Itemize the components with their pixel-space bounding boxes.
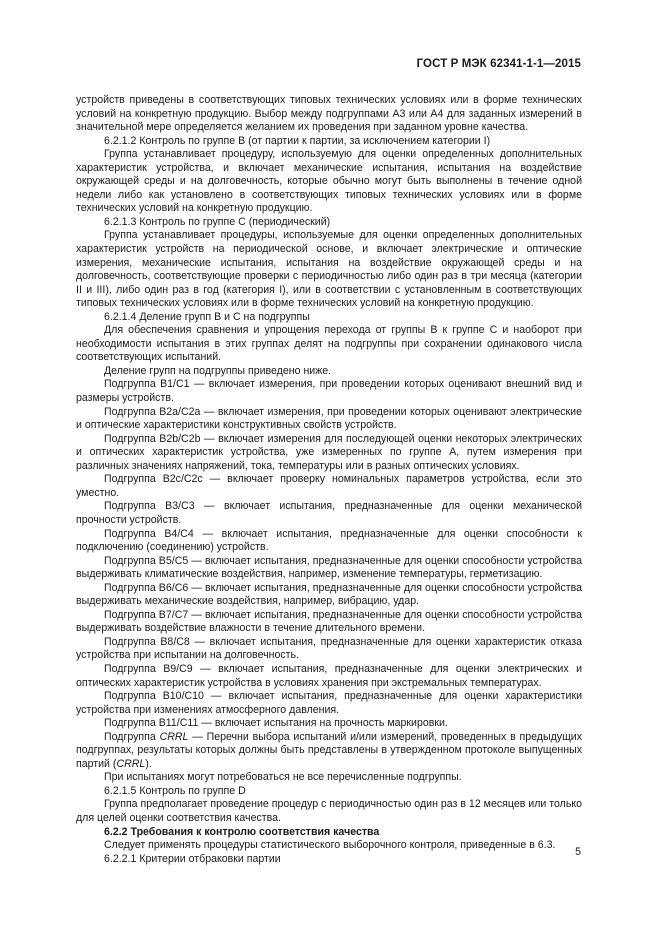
- document-body: [76, 94, 582, 866]
- subgroup-item: Подгруппа В7/С7 — включает испытания, предназначенные для оценки способности устройства выдерживать воздействие влажности в течение длительного времени.: [76, 608, 582, 635]
- paragraph: Группа устанавливает процедуру, используемую для оценки определенных дополнительных характеристик устройства, и включает механические испытания, испытания на воздействие окружающей среды и на долговечность, которые обычно могут быть выполнены в течение одной недели либо как установлено в соответствующих типовых технических условиях или в форме технических условий на конкретную продукцию.: [76, 148, 582, 215]
- subsection-heading: 6.2.1.2 Контроль по группе В (от партии к партии, за исключением категории I): [104, 134, 491, 147]
- subgroup-item: Подгруппа В2b/C2b — включает измерения для последующей оценки некоторых электрических и оптических характеристик устройства, уже измеренных по группе А, путем измерения при различных значениях напряжений, тока, температуры или в разных оптических условиях.: [76, 432, 582, 472]
- subgroup-item: Подгруппа В3/С3 — включает испытания, предназначенные для оценки механической прочности устройств.: [76, 500, 582, 526]
- standard-header: ГОСТ Р МЭК 62341-1-1—2015: [416, 58, 581, 70]
- subgroup-item: Подгруппа В2с/С2с — включает проверку номинальных параметров устройства, если это уместно.: [76, 473, 582, 499]
- subgroup-item: Подгруппа В1/С1 — включает измерения, при проведении которых оценивают внешний вид и размеры устройств.: [76, 378, 582, 405]
- subsection-heading: 6.2.2.1 Критерии отбраковки партии: [104, 852, 281, 865]
- crrl-code-ref: CRRL: [116, 757, 146, 770]
- subgroup-crrl: [76, 731, 582, 772]
- paragraph: Группа предполагает проведение процедур с периодичностью один раз в 12 месяцев или только для целей оценки соответствия качества.: [76, 798, 582, 824]
- subgroup-item: Подгруппа В11/С11 — включает испытания на прочность маркировки.: [104, 717, 448, 730]
- subgroup-item: Подгруппа В4/С4 — включает испытания, предназначенные для оценки способности к подключению (соединению) устройств.: [76, 527, 582, 554]
- paragraph: Следует применять процедуры статистического выборочного контроля, приведенные в 6.3.: [104, 839, 556, 852]
- crrl-prefix: Подгруппа: [104, 730, 160, 743]
- subgroup-item: Подгруппа В6/С6 — включает испытания, предназначенные для оценки способности устройства выдерживать механические воздействия, например, вибрацию, удар.: [76, 581, 582, 608]
- subgroup-item: Подгруппа В8/С8 — включает испытания, предназначенные для оценки характеристик отказа устройства при испытании на долговечность.: [76, 635, 582, 662]
- page-number: 5: [575, 846, 581, 858]
- subgroup-item: Подгруппа В10/С10 — включает испытания, предназначенные для оценки характеристики устройства при изменениях атмосферного давления.: [76, 690, 582, 716]
- subsection-heading: 6.2.1.3 Контроль по группе С (периодический): [104, 215, 331, 228]
- paragraph: устройств приведены в соответствующих типовых технических условиях или в форме технических условий на конкретную продукцию. Выбор между подгруппами А3 или А4 для заданных измерений в значительной мере определяется желанием их проведения при заданном уровне качества.: [76, 94, 582, 134]
- section-heading: 6.2.2 Требования к контролю соответствия качества: [104, 825, 380, 838]
- subsection-heading: 6.2.1.5 Контроль по группе D: [104, 784, 246, 797]
- subgroup-item: Подгруппа В2а/С2а — включает измерения, при проведении которых оценивают электрические и оптические характеристики конструктивных свойств устройств.: [76, 405, 582, 432]
- paragraph: При испытаниях могут потребоваться не все перечисленные подгруппы.: [104, 771, 462, 784]
- crrl-text: — Перечни выбора испытаний и/или измерений, проведенных в предыдущих подгруппах, результаты которых должны быть представлены в утвержденном протоколе выпущенных партий (: [76, 730, 582, 770]
- crrl-close: ).: [145, 757, 152, 770]
- paragraph: Для обеспечения сравнения и упрощения перехода от группы В к группе С и наоборот при необходимости испытания в этих группах делят на подгруппы при сохранении одинакового числа соответствующих испытаний.: [76, 324, 582, 364]
- subgroup-item: Подгруппа В9/С9 — включает испытания, предназначенные для оценки электрических и оптических характеристик устройства в условиях хранения при экстремальных температурах.: [76, 662, 582, 689]
- crrl-code: CRRL: [159, 730, 189, 743]
- subsection-heading: 6.2.1.4 Деление групп В и С на подгруппы: [104, 310, 310, 323]
- paragraph: Деление групп на подгруппы приведено ниже.: [104, 364, 332, 377]
- paragraph: Группа устанавливает процедуры, используемые для оценки определенных дополнительных характеристик устройств на периодической основе, и включает электрические и оптические измерения, механические испытания, испытания на воздействие окружающей среды и на долговечность, соответствующие проверки с периодичностью либо один раз в три месяца (категории II и III), либо один раз в год (категория I), или в соответствии с установленным в соответствующих типовых технических условиях или в форме технических условий на конкретную продукцию.: [76, 229, 582, 310]
- subgroup-item: Подгруппа В5/С5 — включает испытания, предназначенные для оценки способности устройства выдерживать климатические воздействия, например, изменение температуры, герметизацию.: [76, 554, 582, 581]
